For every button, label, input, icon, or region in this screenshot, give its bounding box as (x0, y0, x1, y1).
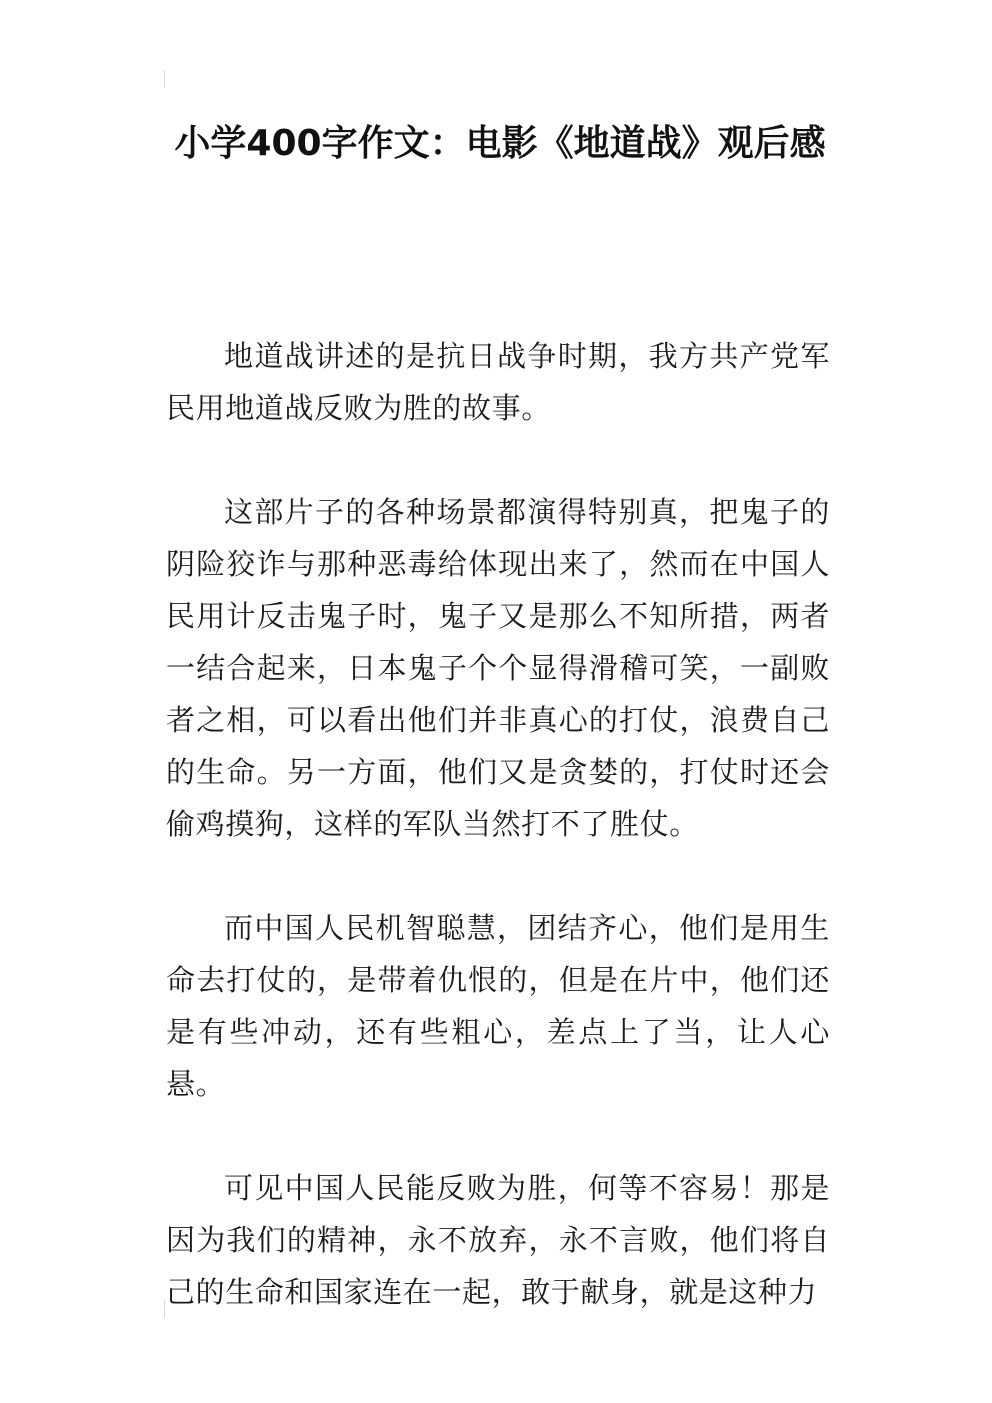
paragraph-2: 这部片子的各种场景都演得特别真，把鬼子的阴险狡诈与那种恶毒给体现出来了，然而在中国人民用计反击鬼子时，鬼子又是那么不知所措，两者一结合起来，日本鬼子个个显得滑稽可笑，一副败者之相，可以看出他们并非真心的打仗，浪费自己的生命。另一方面，他们又是贪婪的，打仗时还会偷鸡摸狗，这样的军队当然打不了胜仗。 (166, 495, 830, 841)
document-body (166, 330, 830, 1370)
document-title: 小学400字作文：电影《地道战》观后感 (174, 123, 826, 164)
paragraph-4: 可见中国人民能反败为胜，何等不容易！那是因为我们的精神，永不放弃，永不言败，他们将自己的生命和国家连在一起，敢于献身，就是这种力 (166, 1171, 830, 1309)
paragraph-1: 地道战讲述的是抗日战争时期，我方共产党军民用地道战反败为胜的故事。 (166, 339, 830, 425)
page-corner-mark (164, 1300, 165, 1318)
paragraph-3: 而中国人民机智聪慧，团结齐心，他们是用生命去打仗的，是带着仇恨的，但是在片中，他们还是有些冲动，还有些粗心，差点上了当，让人心悬。 (166, 911, 830, 1101)
page-corner-mark (164, 70, 165, 88)
